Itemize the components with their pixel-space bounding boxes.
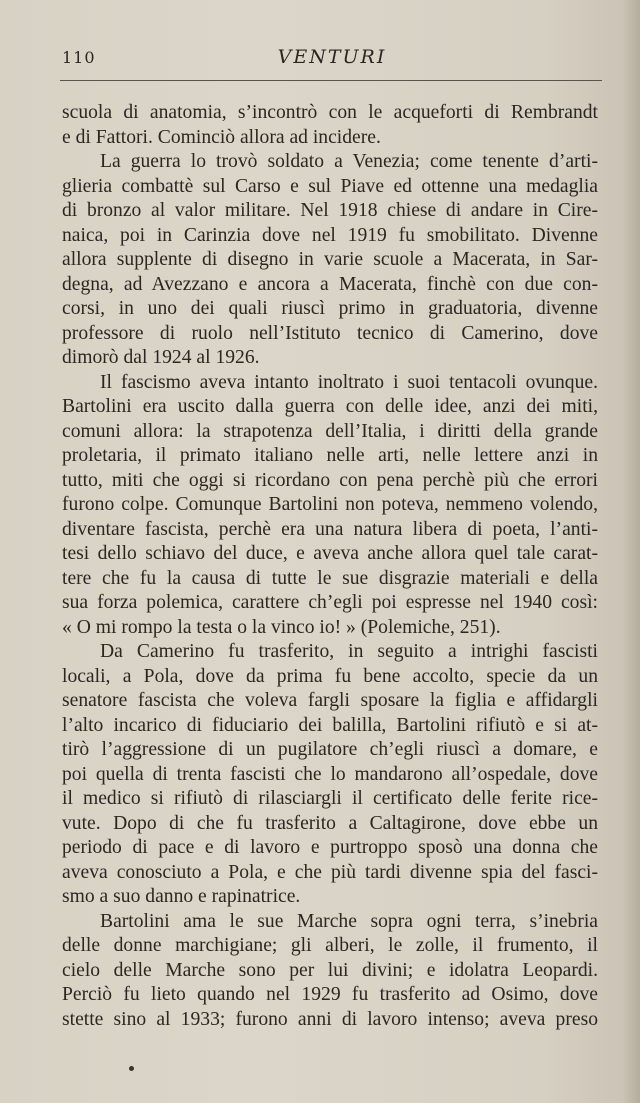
- text-line: Bartolini era uscito dalla guerra con delle idee, anzi dei miti,: [62, 396, 598, 417]
- page-edge-shadow: [622, 0, 640, 1103]
- text-line: tirò l’aggressione di un pugilatore ch’egli riuscì a domare, e: [62, 739, 598, 760]
- ink-speck: [129, 1066, 134, 1071]
- text-line: proletaria, il primato italiano nelle arti, nelle lettere anzi in: [62, 445, 598, 466]
- text-line: tere che fu la causa di tutte le sue disgrazie materiali e della: [62, 567, 598, 589]
- text-line: naica, poi in Carinzia dove nel 1919 fu smobilitato. Divenne: [62, 224, 598, 246]
- text-line: glieria combattè sul Carso e sul Piave ed ottenne una medaglia: [62, 175, 598, 197]
- text-line: periodo di pace e di lavoro e purtroppo sposò una donna che: [62, 837, 598, 858]
- body-text: [62, 101, 598, 1032]
- text-line: Bartolini ama le sue Marche sopra ogni terra, s’inebria: [100, 910, 598, 932]
- text-line: di bronzo al valor militare. Nel 1918 chiese di andare in Cire-: [62, 200, 598, 221]
- page-header: [62, 46, 602, 76]
- text-line: e di Fattori. Cominciò allora ad incidere.: [62, 126, 381, 148]
- text-line: comuni allora: la strapotenza dell’Italia, i diritti della grande: [62, 420, 598, 442]
- text-line: tutto, miti che oggi si ricordano con pena perchè più che errori: [62, 469, 598, 491]
- text-line: sua forza polemica, carattere ch’egli poi espresse nel 1940 così:: [62, 592, 598, 613]
- running-head: VENTURI: [277, 46, 387, 68]
- text-line: dimorò dal 1924 al 1926.: [62, 347, 260, 368]
- text-line: aveva conosciuto a Pola, e che più tardi divenne spia del fasci-: [62, 861, 598, 883]
- text-line: locali, a Pola, dove da prima fu bene accolto, specie da un: [62, 665, 598, 687]
- text-line: furono colpe. Comunque Bartolini non poteva, nemmeno volendo,: [62, 494, 598, 515]
- text-line: l’alto incarico di fiduciario dei balilla, Bartolini rifiutò e si at-: [62, 714, 598, 736]
- text-line: diventare fascista, perchè era una natura libera di poeta, l’anti-: [62, 518, 598, 540]
- text-line: corsi, in uno dei quali riuscì primo in graduatoria, divenne: [62, 298, 598, 319]
- text-line: smo a suo danno e rapinatrice.: [62, 886, 301, 907]
- text-line: cielo delle Marche sono per lui divini; e idolatra Leopardi.: [62, 959, 598, 981]
- text-line: tesi dello schiavo del duce, e aveva anche allora quel tale carat-: [62, 543, 598, 564]
- text-line: allora supplente di disegno in varie scuole a Macerata, in Sar-: [62, 249, 598, 270]
- text-line: vute. Dopo di che fu trasferito a Caltagirone, dove ebbe un: [62, 812, 598, 834]
- text-line: Il fascismo aveva intanto inoltrato i suoi tentacoli ovunque.: [100, 371, 598, 393]
- text-line: professore di ruolo nell’Istituto tecnico di Camerino, dove: [62, 322, 598, 344]
- text-line: senatore fascista che voleva fargli sposare la figlia e affidargli: [62, 690, 598, 711]
- text-line: scuola di anatomia, s’incontrò con le acqueforti di Rembrandt: [62, 102, 598, 123]
- page-number: 110: [62, 48, 96, 67]
- text-line: « O mi rompo la testa o la vinco io! » (Polemiche, 251).: [62, 616, 501, 638]
- text-line: il medico si rifiutò di rilasciargli il certificato delle ferite rice-: [62, 788, 598, 809]
- text-line: Perciò fu lieto quando nel 1929 fu trasferito ad Osimo, dove: [62, 984, 598, 1005]
- text-line: La guerra lo trovò soldato a Venezia; come tenente d’arti-: [100, 151, 598, 172]
- header-rule: [60, 80, 602, 81]
- text-line: delle donne marchigiane; gli alberi, le zolle, il frumento, il: [62, 935, 598, 956]
- text-line: Da Camerino fu trasferito, in seguito a intrighi fascisti: [100, 641, 598, 662]
- text-line: poi quella di trenta fascisti che lo mandarono all’ospedale, dove: [62, 763, 598, 785]
- text-line: degna, ad Avezzano e ancora a Macerata, finchè con due con-: [62, 273, 598, 295]
- text-line: stette sino al 1933; furono anni di lavoro intenso; aveva preso: [62, 1008, 598, 1030]
